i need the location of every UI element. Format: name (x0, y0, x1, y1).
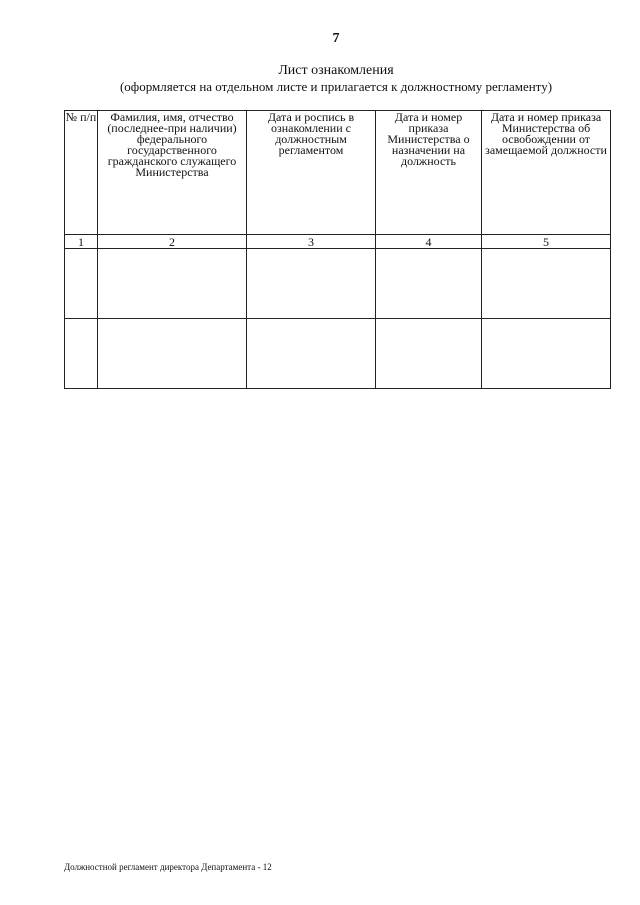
table-cell (247, 249, 376, 319)
table-cell (98, 319, 247, 389)
header-signature-date: Дата и роспись в ознакомлении с должностным регламентом (247, 111, 376, 235)
table-cell (65, 319, 98, 389)
header-appointment-order: Дата и номер приказа Министерства о назначении на должность (376, 111, 482, 235)
column-number: 4 (376, 235, 482, 249)
acquaintance-table (64, 110, 611, 389)
page-number: 7 (332, 31, 340, 46)
table-cell (98, 249, 247, 319)
document-subtitle: (оформляется на отдельном листе и прилагается к должностному регламенту) (119, 79, 553, 94)
table-cell (376, 319, 482, 389)
table-cell (482, 319, 611, 389)
table-cell (376, 249, 482, 319)
table-cell (65, 249, 98, 319)
column-number-row (65, 235, 611, 249)
table-cell (247, 319, 376, 389)
table-row (65, 249, 611, 319)
column-number: 5 (482, 235, 611, 249)
table-row (65, 319, 611, 389)
header-number: № п/п (65, 111, 98, 235)
header-row (65, 111, 611, 235)
document-title: Лист ознакомления (278, 63, 394, 78)
header-full-name: Фамилия, имя, отчество (последнее-при наличии) федерального государственного гражданского служащего Министерства (98, 111, 247, 235)
page-footer: Должностной регламент директора Департамента - 12 (64, 862, 272, 872)
column-number: 1 (65, 235, 98, 249)
column-number: 3 (247, 235, 376, 249)
table-cell (482, 249, 611, 319)
header-dismissal-order: Дата и номер приказа Министерства об освобождении от замещаемой должности (482, 111, 611, 235)
column-number: 2 (98, 235, 247, 249)
